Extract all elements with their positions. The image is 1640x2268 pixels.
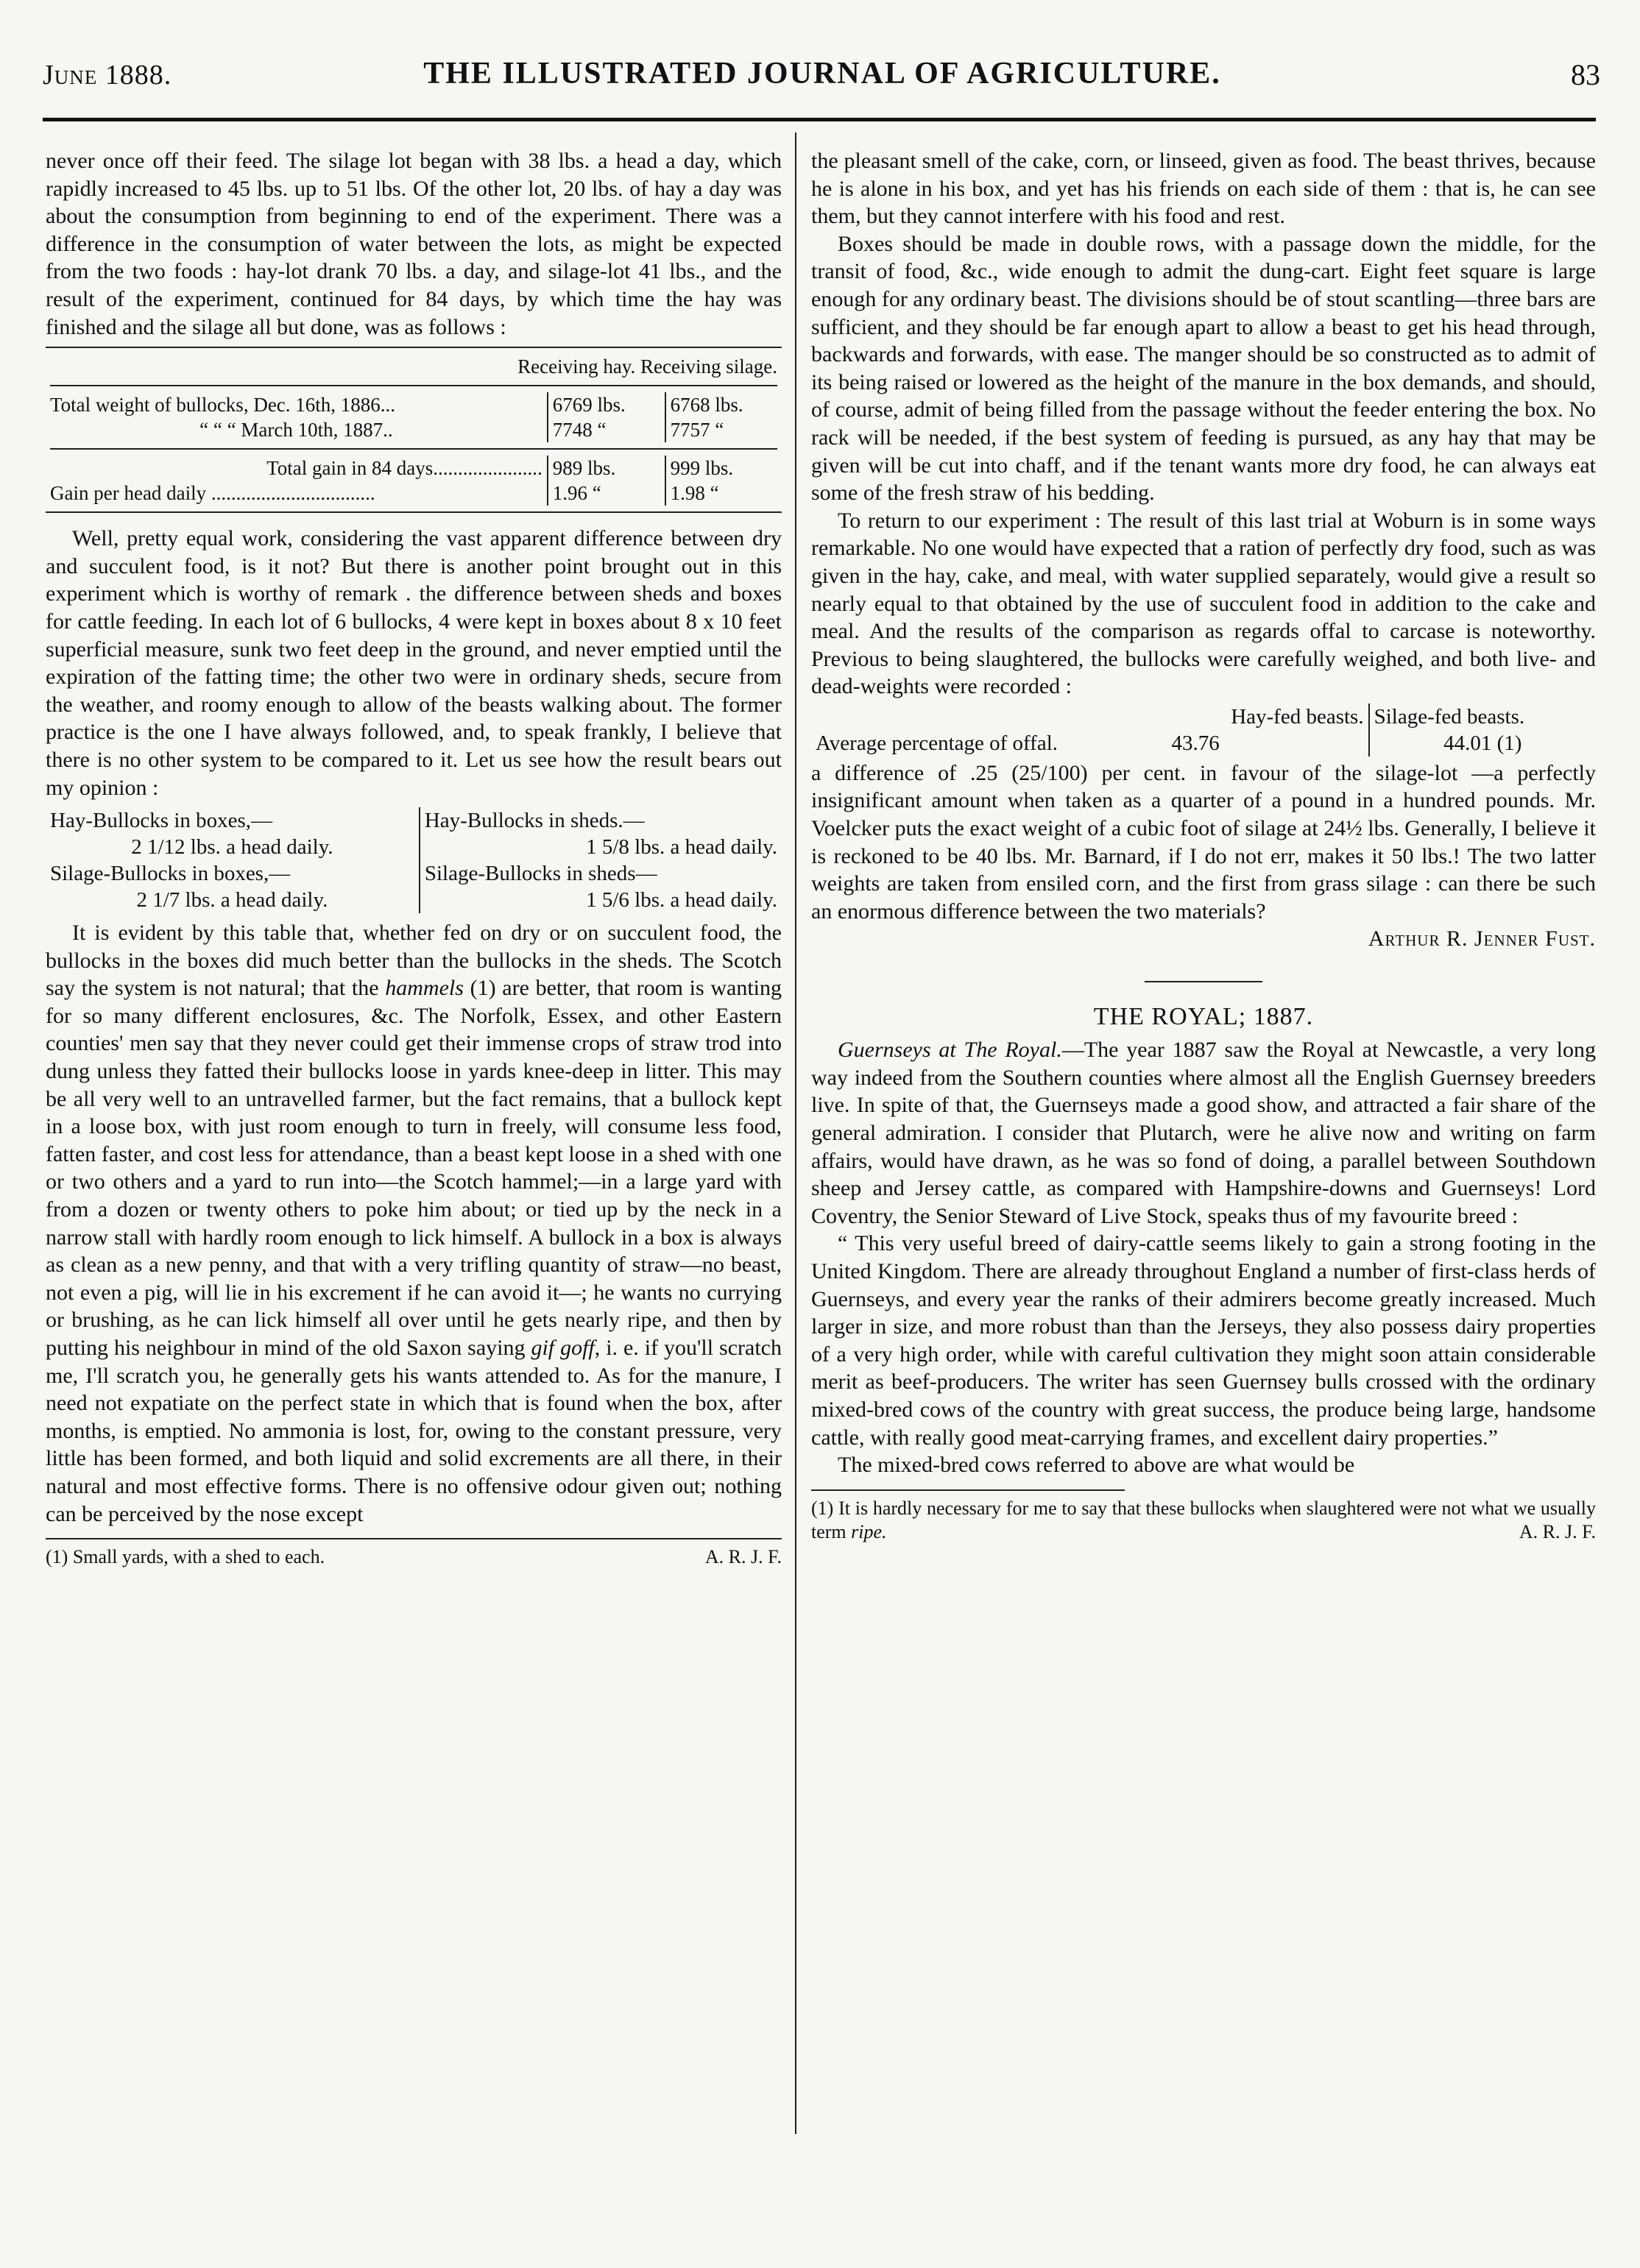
right-paragraph-7: The mixed-bred cows referred to above are what would be [838,1453,1355,1478]
offal-table [811,704,1596,756]
footnote-text: (1) It is hardly necessary for me to say that these bullocks when slaughtered were not what we usually term [811,1497,1596,1542]
weight-cell: 7748 “ [548,417,665,442]
italic-run: ripe. [851,1520,887,1542]
weight-cell: 1.98 “ [665,481,782,506]
right-paragraph-1: the pleasant smell of the cake, corn, or linseed, given as food. The beast thrives, because he is alone in his box, and yet has his friends on each side of them : that is, he can see them, but they cannot interfere with his food and rest. [811,149,1596,229]
right-paragraph-2: Boxes should be made in double rows, with a passage down the middle, for the transit of food, &c., wide enough to admit the dung-cart. Eight feet square is large enough for any ordinary beast. The divisions should be of stout scantling—three bars are sufficient, and they should be far enough apart to allow a beast to get his head through, backwards and forwards, with ease. The manger should be so constructed as to admit of its being raised or lowered as the height of the manure in the box demands, and should, of course, admit of being filled from the passage without the feeder entering the box. No rack will be needed, if the best system of feeding is pursued, as any hay that may be given will be cut into chaff, and if the tenant wants more dry food, he can always eat some of the fresh straw of his bedding. [811,231,1596,506]
table-rule [50,448,777,450]
italic-run: Guernseys at The Royal. [838,1038,1062,1063]
bullock-table [46,807,782,913]
weight-cell: 999 lbs. [665,456,782,481]
running-header [43,49,1602,100]
weight-row-label: “ “ “ March 10th, 1887.. [199,419,393,442]
weight-row-label: Total gain in 84 days...................... [266,457,542,480]
journal-title: THE ILLUSTRATED JOURNAL OF AGRICULTURE. [423,57,1221,91]
table-rule [46,511,782,513]
weight-row-label: Gain per head daily ................................. [50,482,375,505]
footnote-rule [46,1538,782,1539]
left-paragraph-1: never once off their feed. The silage lot began with 38 lbs. a head a day, which rapidly increased to 45 lbs. up to 51 lbs. Of the other lot, 20 lbs. of hay a day was about the consumption from beginning to end of the experiment. There was a difference in the consumption of water between the lots, as might be expected from the two foods : hay-lot drank 70 lbs. a day, and silage-lot 41 lbs., and the result of the experiment, continued for 84 days, by which time the hay was finished and the silage all but done, was as follows : [46,149,782,339]
weight-cell: 989 lbs. [548,456,665,481]
left-paragraph-3 [46,919,782,1528]
right-paragraph-6: “ This very useful breed of dairy-cattle seems likely to gain a strong footing in the United Kingdom. There are already throughout England a number of first-class herds of Guernseys, and every year the ranks of their admirers become greatly increased. Much larger in size, and more robust than than the Jerseys, they also possess dairy properties of a very high order, while with careful cultivation they might soon attain considerable merit as beef-producers. The writer has seen Guernsey bulls crossed with the ordinary mixed-bred cows of the country with great success, the produce being large, handsome cattle, with really good meat-carrying frames, and excellent dairy properties.” [811,1231,1596,1450]
right-paragraph-5 [811,1036,1596,1230]
text-run: —The year 1887 saw the Royal at Newcastle, a very long way indeed from the Southern counties where almost all the English Guernsey breeders live. In spite of that, the Guernseys made a good show, and attracted a fair share of the general admiration. I consider that Plutarch, were he alive now and writing on farm affairs, would have drawn, as he was so fond of doing, a parallel between Southdown sheep and Jersey cattle, as compared with Hampshire-downs and Guernseys! Lord Coventry, the Senior Steward of Live Stock, speaks thus of my favourite breed : [811,1038,1596,1228]
article-signature: Arthur R. Jenner Fust. [1368,926,1596,952]
footnote-text: (1) Small yards, with a shed to each. [46,1546,325,1568]
left-paragraph-2: Well, pretty equal work, considering the vast apparent difference between dry and succulent food, is it not? But there is another point brought out in this experiment which is worthy of remark . the difference between sheds and boxes for cattle feeding. In each lot of 6 bullocks, 4 were kept in boxes about 8 x 10 feet superficial measure, sunk two feet deep in the ground, and never emptied until the expiration of the fatting time; the other two were in ordinary sheds, secure from the weather, and roomy enough to allow of the beasts walking about. The former practice is the one I have always followed, and, to speak frankly, I believe that there is no other system to be compared to it. Let us see how the result bears out my opinion : [46,526,782,800]
offal-label: Average percentage of offal. [816,731,1058,755]
text-run: (1) are better, that room is wanting for so many different enclosures, &c. The Norfolk, Essex, and other Eastern counties' men say that they never could get their immense crops of straw trod into dung unless they fatted their bullocks loose in yards knee-deep in litter. This may be all very well to an untravelled farmer, but the fact remains, that a bullock kept in a loose box, with just room enough to turn in freely, will consume less food, fatten faster, and cost less for attendance, than a beast kept loose in a shed with one or two others and a yard to run into—the Scotch hammel;—in a large yard with from a dozen or twenty others to poke him about; or tied up by the neck in a narrow stall with hardly room enough to lick himself. A bullock in a box is always as clean as a new penny, and that with a very trifling quantity of straw—no beast, not even a pig, will lie in his excrement if he can avoid it—; he wants no currying or brushing, as he can lick himself all over until he gets nearly ripe, and then by putting his neighbour in mind of the old Saxon saying [46,976,782,1360]
header-rule [43,118,1596,121]
right-paragraph-3: To return to our experiment : The result of this last trial at Woburn is in some ways remarkable. No one would have expected that a ration of perfectly dry food, such as was given in the hay, cake, and meal, with water supplied separately, would give a result so nearly equal to that obtained by the use of succulent food in addition to the cake and meal. And the results of the comparison as regards offal to carcase is noteworthy. Previous to being slaughtered, the bullocks were carefully weighed, and both live- and dead-weights were recorded : [811,508,1596,699]
bullock-cell: Hay-Bullocks in sheds.— [420,807,782,834]
offal-value: 44.01 (1) [1369,730,1596,756]
page-number: 83 [1571,58,1600,91]
header-date: June 1888. [43,60,172,91]
weight-table [46,354,782,506]
table-rule [50,385,777,386]
bullock-cell: Silage-Bullocks in sheds— [420,860,782,887]
weight-table-head: Receiving hay. Receiving silage. [517,355,777,378]
section-heading: THE ROYAL; 1887. [1093,1002,1314,1030]
weight-row-label: Total weight of bullocks, Dec. 16th, 1886... [50,394,396,417]
right-column [811,147,1596,1544]
table-rule [46,347,782,348]
bullock-cell: 2 1/12 lbs. a head daily. [131,835,333,860]
section-rule [811,962,1596,990]
weight-cell: 6769 lbs. [548,392,665,417]
italic-run: gif goff [531,1336,595,1360]
footnote-rule [811,1489,1125,1491]
left-column [46,147,782,1569]
bullock-cell: Silage-Bullocks in boxes,— [50,862,291,886]
left-footnote [46,1545,782,1569]
bullock-cell: Hay-Bullocks in boxes,— [50,809,273,833]
offal-value: 43.76 [1171,731,1220,755]
weight-cell: 1.96 “ [548,481,665,506]
right-footnote [811,1497,1596,1544]
weight-cell: 7757 “ [665,417,782,442]
bullock-cell: 1 5/6 lbs. a head daily. [420,887,782,913]
offal-head: Silage-fed beasts. [1369,704,1596,730]
footnote-signature: A. R. J. F. [704,1546,782,1568]
footnote-signature: A. R. J. F. [1519,1520,1596,1542]
text-run: It is evident by this table that, whether fed on dry or on succulent food, the bullocks in the boxes did much better than the bullocks in the sheds. The Scotch say the system is not natural; that the [46,921,782,1001]
bullock-cell: 1 5/8 lbs. a head daily. [420,834,782,860]
weight-cell: 6768 lbs. [665,392,782,417]
offal-head: Hay-fed beasts. [1231,704,1364,729]
italic-run: hammels [385,976,464,1001]
right-paragraph-4: a difference of .25 (25/100) per cent. in favour of the silage-lot —a perfectly insignificant amount when taken as a quarter of a pound in a hundred pounds. Mr. Voelcker puts the exact weight of a cubic foot of silage at 24½ lbs. Generally, I believe it is reckoned to be 40 lbs. Mr. Barnard, if I do not err, makes it 50 lbs.! The two latter weights are taken from ensiled corn, and the first from grass silage : can there be such an enormous difference between the two materials? [811,760,1596,924]
text-run: , i. e. if you'll scratch me, I'll scratch you, he generally gets his wants attended to. As for the manure, I need not expatiate on the perfect state in which that is found when the box, after months, is emptied. No ammonia is lost, for, owing to the constant pressure, very little has been formed, and both liquid and solid excrements are all there, in their natural and most effective forms. There is no offensive odour given out; nothing can be perceived by the nose except [46,1336,782,1526]
column-divider [795,132,796,2134]
bullock-cell: 2 1/7 lbs. a head daily. [136,888,328,912]
